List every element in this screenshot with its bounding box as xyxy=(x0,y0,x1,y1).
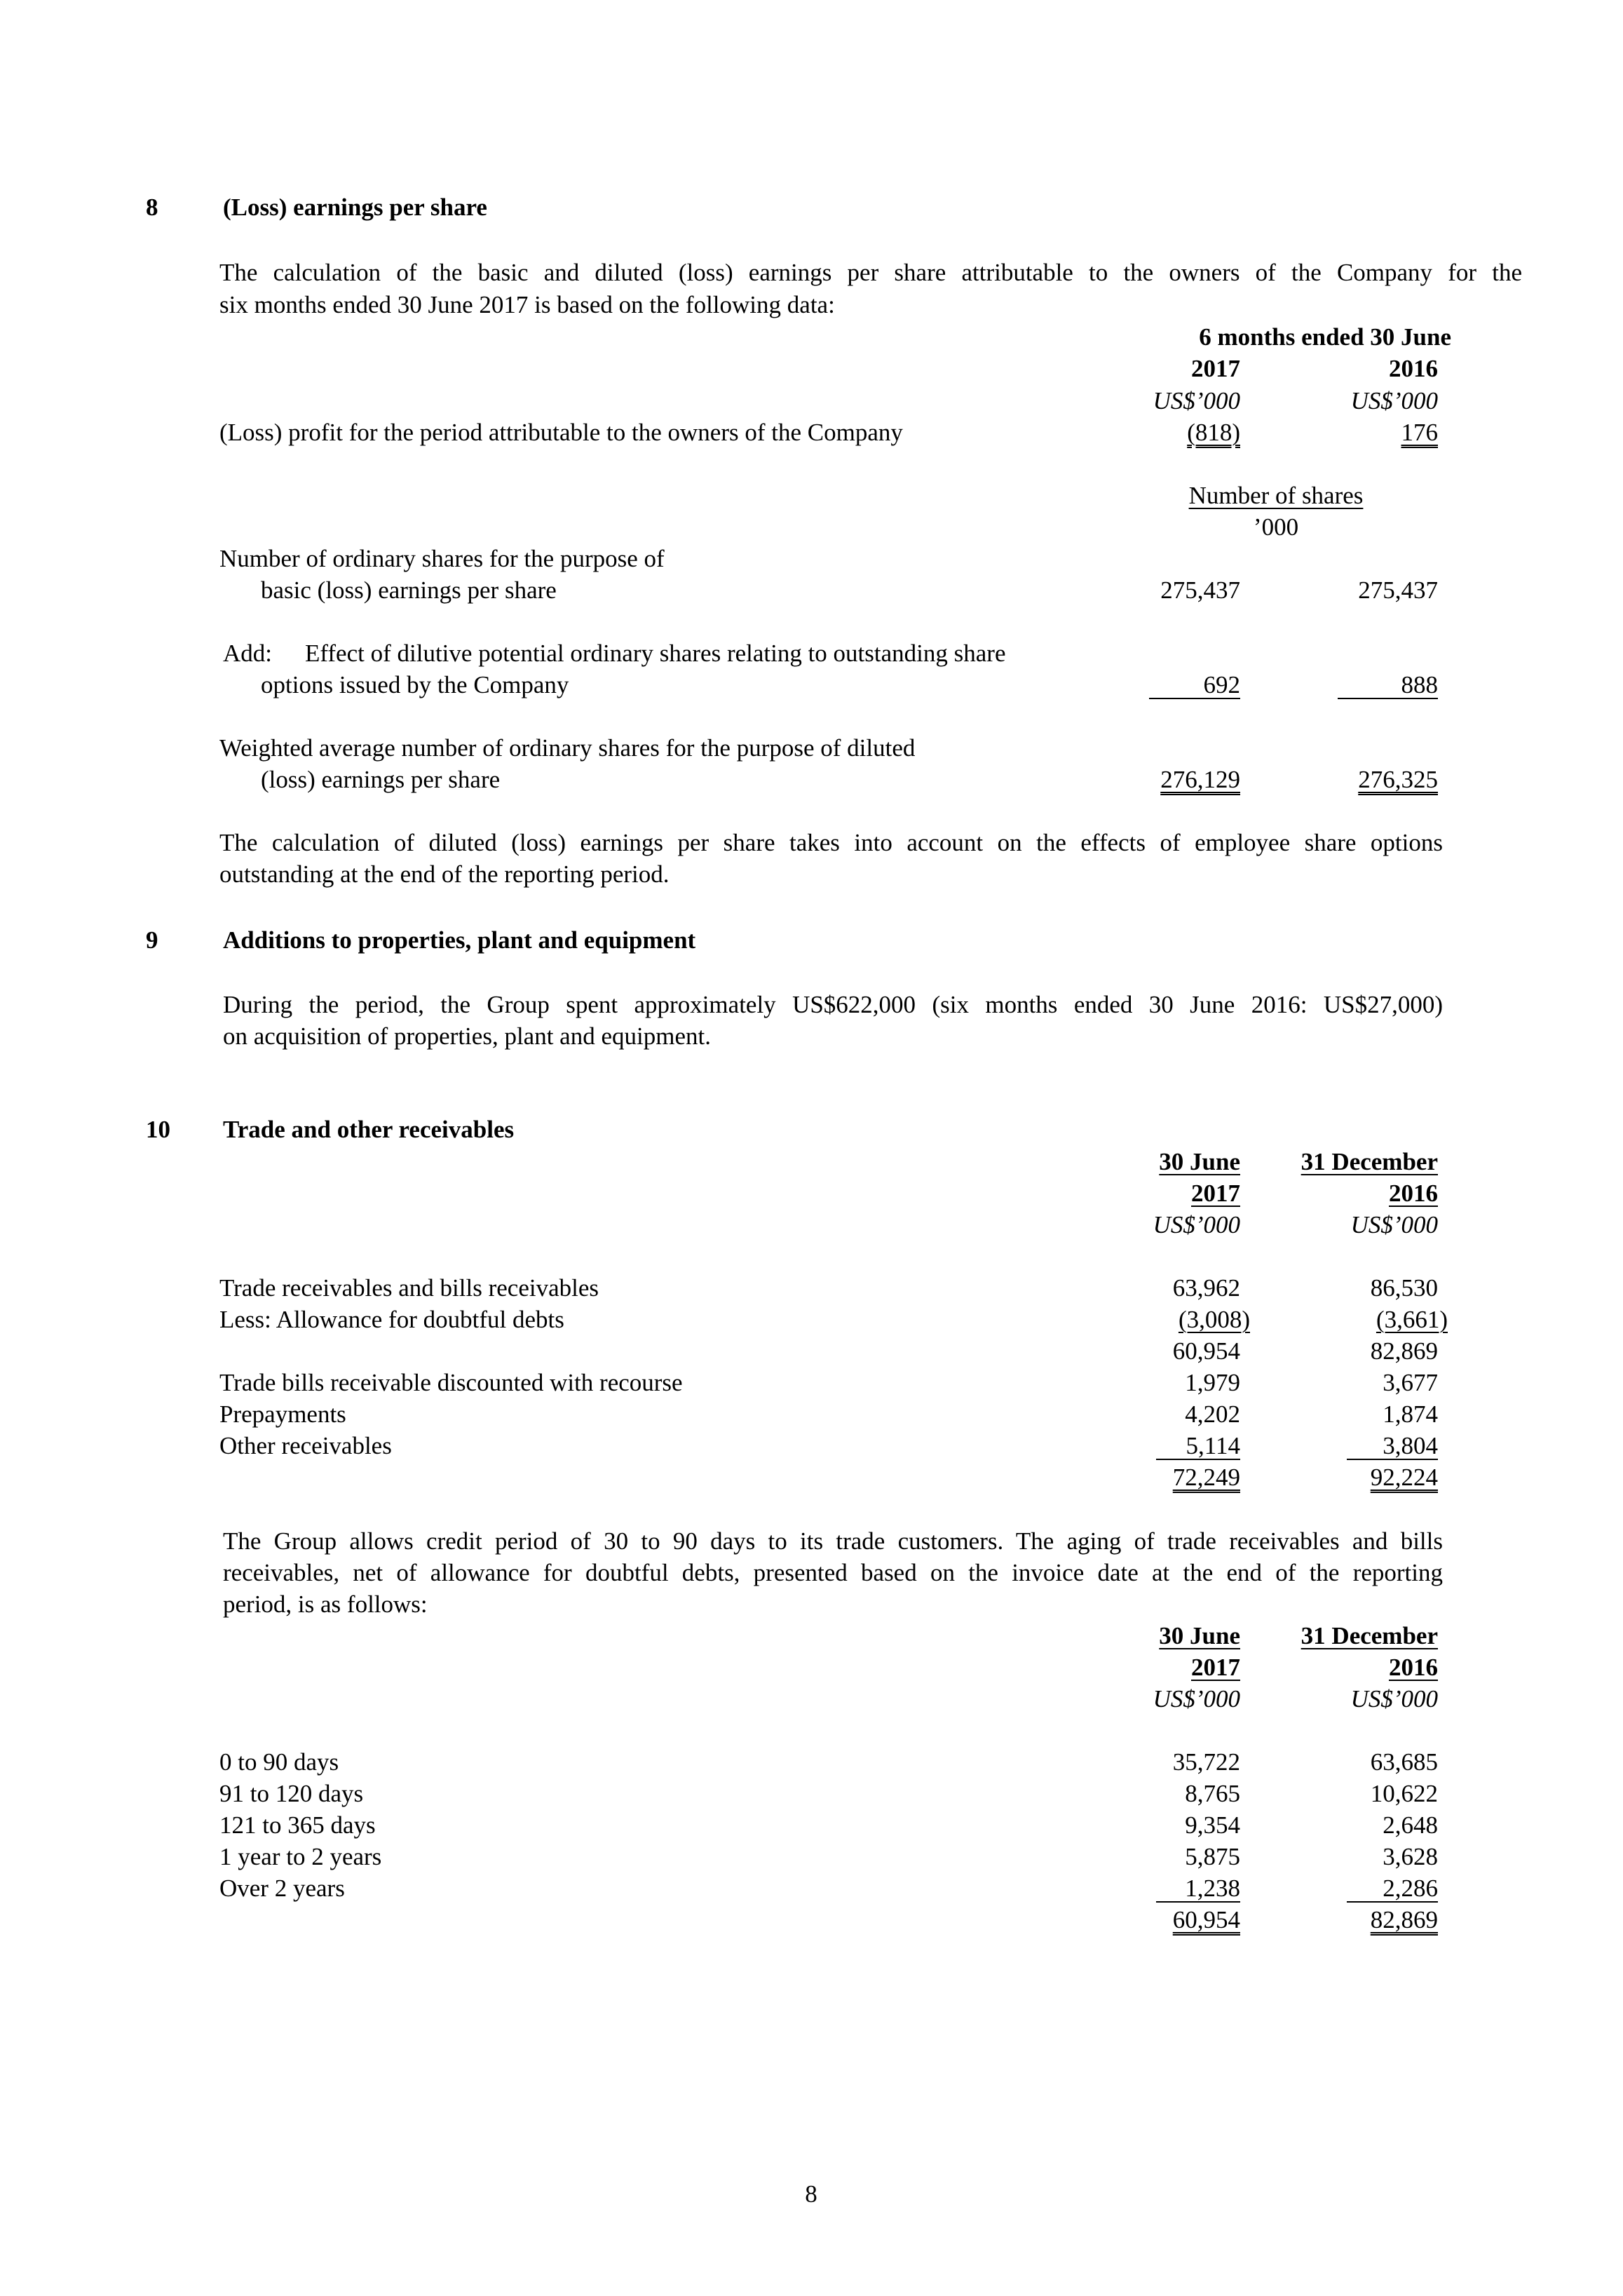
note8-number: 8 xyxy=(146,194,158,221)
aging-unit-2016: US$’000 xyxy=(1350,1685,1438,1713)
note8-add-prefix: Add: xyxy=(223,640,272,667)
aging-cell-2017: 35,722 xyxy=(1172,1748,1240,1776)
aging-cell-2017: 1,238 xyxy=(1185,1875,1240,1902)
table-row-label: Trade receivables and bills receivables xyxy=(219,1274,599,1302)
note10-title: Trade and other receivables xyxy=(223,1116,515,1143)
note8-weighted-2016: 276,325 xyxy=(1358,766,1438,793)
receivables-underline-2017 xyxy=(1156,1459,1240,1460)
aging-underline-2016 xyxy=(1347,1901,1438,1903)
note8-profit-2017: (818) xyxy=(1187,419,1240,446)
note8-basic-label-2: basic (loss) earnings per share xyxy=(261,576,557,604)
table-cell-2017: 1,979 xyxy=(1185,1369,1240,1396)
note8-basic-2016: 275,437 xyxy=(1358,576,1438,604)
aging-cell-2017: 9,354 xyxy=(1185,1811,1240,1839)
note10-unit-2016: US$’000 xyxy=(1350,1211,1438,1238)
note10-col2-header-2: 2016 xyxy=(1389,1180,1438,1207)
note10-number: 10 xyxy=(146,1116,170,1143)
note10-col1-header-2: 2017 xyxy=(1191,1180,1240,1207)
aging-col1-header-1: 30 June xyxy=(1159,1622,1240,1649)
note9-number: 9 xyxy=(146,926,158,954)
table-cell-2016: 86,530 xyxy=(1370,1274,1438,1302)
note8-add-label-2: options issued by the Company xyxy=(261,671,569,698)
aging-total-2016: 82,869 xyxy=(1370,1906,1438,1933)
table-cell-2017: (3,008) xyxy=(1178,1306,1250,1333)
aging-cell-2017: 5,875 xyxy=(1185,1843,1240,1870)
table-row-label: Less: Allowance for doubtful debts xyxy=(219,1306,564,1333)
aging-col2-header-1: 31 December xyxy=(1301,1622,1438,1649)
note10-unit-2017: US$’000 xyxy=(1153,1211,1240,1238)
aging-row-label: 91 to 120 days xyxy=(219,1780,364,1807)
aging-row-label: Over 2 years xyxy=(219,1875,345,1902)
aging-cell-2016: 3,628 xyxy=(1383,1843,1438,1870)
aging-row-label: 121 to 365 days xyxy=(219,1811,376,1839)
note8-profit-2016: 176 xyxy=(1401,419,1438,446)
note10-col1-header-1: 30 June xyxy=(1159,1148,1240,1175)
note8-basic-2017: 275,437 xyxy=(1160,576,1240,604)
table-total-2016: 92,224 xyxy=(1370,1464,1438,1491)
note8-period-header: 6 months ended 30 June xyxy=(1199,323,1451,351)
note9-title: Additions to properties, plant and equipment xyxy=(223,926,696,954)
aging-unit-2017: US$’000 xyxy=(1153,1685,1240,1713)
table-row-label: Other receivables xyxy=(219,1432,392,1459)
note8-closing-line2: outstanding at the end of the reporting period. xyxy=(219,860,670,888)
table-row-label: Prepayments xyxy=(219,1400,346,1428)
table-subtotal-2017: 60,954 xyxy=(1172,1337,1240,1365)
note8-add-underline-2017 xyxy=(1149,698,1240,699)
table-cell-2017: 5,114 xyxy=(1186,1432,1240,1459)
note8-closing-line1: The calculation of diluted (loss) earnings per share takes into account on the effects of employee share options xyxy=(219,829,1443,856)
note8-weighted-label-1: Weighted average number of ordinary shares for the purpose of diluted xyxy=(219,734,916,762)
note10-aging-text-line3: period, is as follows: xyxy=(223,1591,428,1618)
aging-col2-header-2: 2016 xyxy=(1389,1654,1438,1681)
note10-aging-text-line1: The Group allows credit period of 30 to 90 days to its trade customers. The aging of trade receivables and bills xyxy=(223,1527,1443,1555)
table-cell-2016: 1,874 xyxy=(1383,1400,1438,1428)
note8-add-underline-2016 xyxy=(1338,698,1438,699)
note8-shares-header: Number of shares xyxy=(1188,482,1364,509)
receivables-underline-2016 xyxy=(1347,1459,1438,1460)
note8-title: (Loss) earnings per share xyxy=(223,194,487,221)
table-cell-2017: 63,962 xyxy=(1172,1274,1240,1302)
page-number: 8 xyxy=(805,2180,817,2208)
table-total-2017: 72,249 xyxy=(1172,1464,1240,1491)
note8-unit-2017: US$’000 xyxy=(1153,387,1240,414)
note8-weighted-label-2: (loss) earnings per share xyxy=(261,766,501,793)
note8-add-2017: 692 xyxy=(1203,671,1240,698)
aging-row-label: 0 to 90 days xyxy=(219,1748,339,1776)
aging-underline-2017 xyxy=(1156,1901,1240,1903)
note8-year-2017: 2017 xyxy=(1191,355,1240,382)
table-cell-2016: 3,677 xyxy=(1383,1369,1438,1396)
table-cell-2016: 3,804 xyxy=(1383,1432,1438,1459)
table-row-label: Trade bills receivable discounted with recourse xyxy=(219,1369,683,1396)
note8-unit-2016: US$’000 xyxy=(1350,387,1438,414)
table-cell-2016: (3,661) xyxy=(1376,1306,1448,1333)
aging-cell-2016: 10,622 xyxy=(1370,1780,1438,1807)
note10-aging-text-line2: receivables, net of allowance for doubtful debts, presented based on the invoice date at the end of the reporting xyxy=(223,1559,1443,1586)
aging-row-label: 1 year to 2 years xyxy=(219,1843,382,1870)
note8-weighted-2017: 276,129 xyxy=(1160,766,1240,793)
aging-cell-2016: 2,286 xyxy=(1383,1875,1438,1902)
aging-col1-header-2: 2017 xyxy=(1191,1654,1240,1681)
note10-col2-header-1: 31 December xyxy=(1301,1148,1438,1175)
table-cell-2017: 4,202 xyxy=(1185,1400,1240,1428)
aging-cell-2016: 2,648 xyxy=(1383,1811,1438,1839)
note8-year-2016: 2016 xyxy=(1389,355,1438,382)
note8-intro-line2: six months ended 30 June 2017 is based on the following data: xyxy=(219,291,835,318)
note9-text-line2: on acquisition of properties, plant and equipment. xyxy=(223,1022,711,1050)
note9-text-line1: During the period, the Group spent approximately US$622,000 (six months ended 30 June 2016: US$27,000) xyxy=(223,991,1443,1018)
note8-shares-unit: ’000 xyxy=(1253,513,1299,541)
note8-profit-label: (Loss) profit for the period attributable to the owners of the Company xyxy=(219,419,903,446)
note8-intro-line1: The calculation of the basic and diluted (loss) earnings per share attributable to the owners of the Company for the xyxy=(219,259,1522,286)
note8-add-label-1: Effect of dilutive potential ordinary shares relating to outstanding share xyxy=(305,640,1006,667)
note8-basic-label-1: Number of ordinary shares for the purpose of xyxy=(219,545,665,572)
table-subtotal-2016: 82,869 xyxy=(1370,1337,1438,1365)
aging-cell-2017: 8,765 xyxy=(1185,1780,1240,1807)
note8-add-2016: 888 xyxy=(1401,671,1438,698)
aging-total-2017: 60,954 xyxy=(1172,1906,1240,1933)
aging-cell-2016: 63,685 xyxy=(1370,1748,1438,1776)
